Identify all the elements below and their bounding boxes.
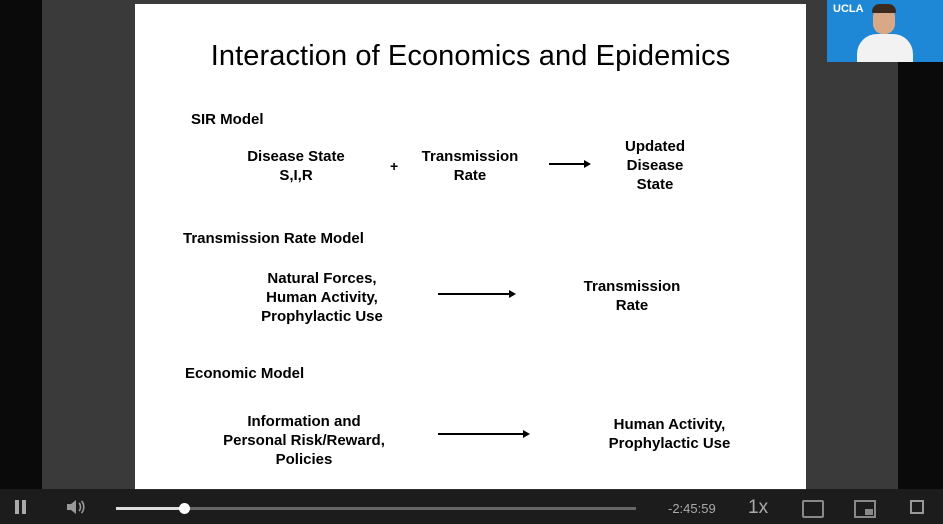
sir-input-disease-state	[231, 147, 361, 185]
text-line: Rate	[453, 167, 487, 184]
corner	[917, 500, 924, 507]
text-line: Human Activity,	[613, 416, 726, 433]
text-line: Human Activity,	[266, 289, 378, 306]
transmission-output	[567, 277, 697, 315]
corner	[910, 507, 917, 514]
pause-icon[interactable]	[14, 500, 28, 514]
text-line: Natural Forces,	[267, 270, 377, 287]
text-line: Personal Risk/Reward,	[223, 432, 385, 449]
text-line: Prophylactic Use	[261, 308, 383, 325]
slide-title: Interaction of Economics and Epidemics	[210, 40, 731, 72]
text-line: Policies	[275, 451, 333, 468]
progress-bar[interactable]	[116, 507, 636, 510]
text-line: Rate	[615, 297, 649, 314]
picture-in-picture-icon[interactable]	[854, 500, 876, 518]
sir-model-heading: SIR Model	[191, 111, 264, 128]
text-line: State	[636, 176, 674, 193]
webcam-overlay	[827, 0, 943, 62]
progress-fill	[116, 507, 184, 510]
corner	[910, 500, 917, 507]
sir-input-transmission-rate	[415, 147, 525, 185]
ucla-logo: UCLA	[833, 3, 864, 15]
sir-arrow	[549, 163, 589, 165]
text-line: Prophylactic Use	[608, 435, 731, 452]
economic-model-heading: Economic Model	[185, 365, 305, 382]
text-line: Transmission	[583, 278, 681, 295]
presenter-hair	[872, 4, 896, 13]
playback-speed-button[interactable]: 1x	[748, 497, 769, 518]
presentation-slide	[135, 4, 806, 490]
presenter-shirt	[857, 34, 913, 62]
text-line: Information and	[247, 413, 361, 430]
left-letterbox	[0, 0, 42, 524]
transmission-model-heading: Transmission Rate Model	[183, 230, 364, 247]
time-remaining: -2:45:59	[668, 501, 716, 516]
fullscreen-icon[interactable]	[910, 500, 924, 514]
text-line: S,I,R	[279, 167, 313, 184]
transmission-input	[242, 269, 402, 326]
text-line: Updated	[625, 138, 685, 155]
progress-handle[interactable]	[179, 503, 190, 514]
text-line: Transmission	[421, 148, 519, 165]
economic-input	[205, 412, 403, 469]
volume-icon[interactable]	[66, 499, 86, 515]
text-line: Disease State	[247, 148, 345, 165]
plus-sign: +	[390, 158, 399, 174]
economic-output	[597, 415, 742, 453]
corner	[917, 507, 924, 514]
right-letterbox	[898, 0, 943, 524]
economic-arrow	[438, 433, 528, 435]
text-line: Disease	[626, 157, 684, 174]
captions-icon[interactable]	[802, 500, 824, 518]
sir-output-updated-state	[605, 137, 705, 194]
transmission-arrow	[438, 293, 514, 295]
